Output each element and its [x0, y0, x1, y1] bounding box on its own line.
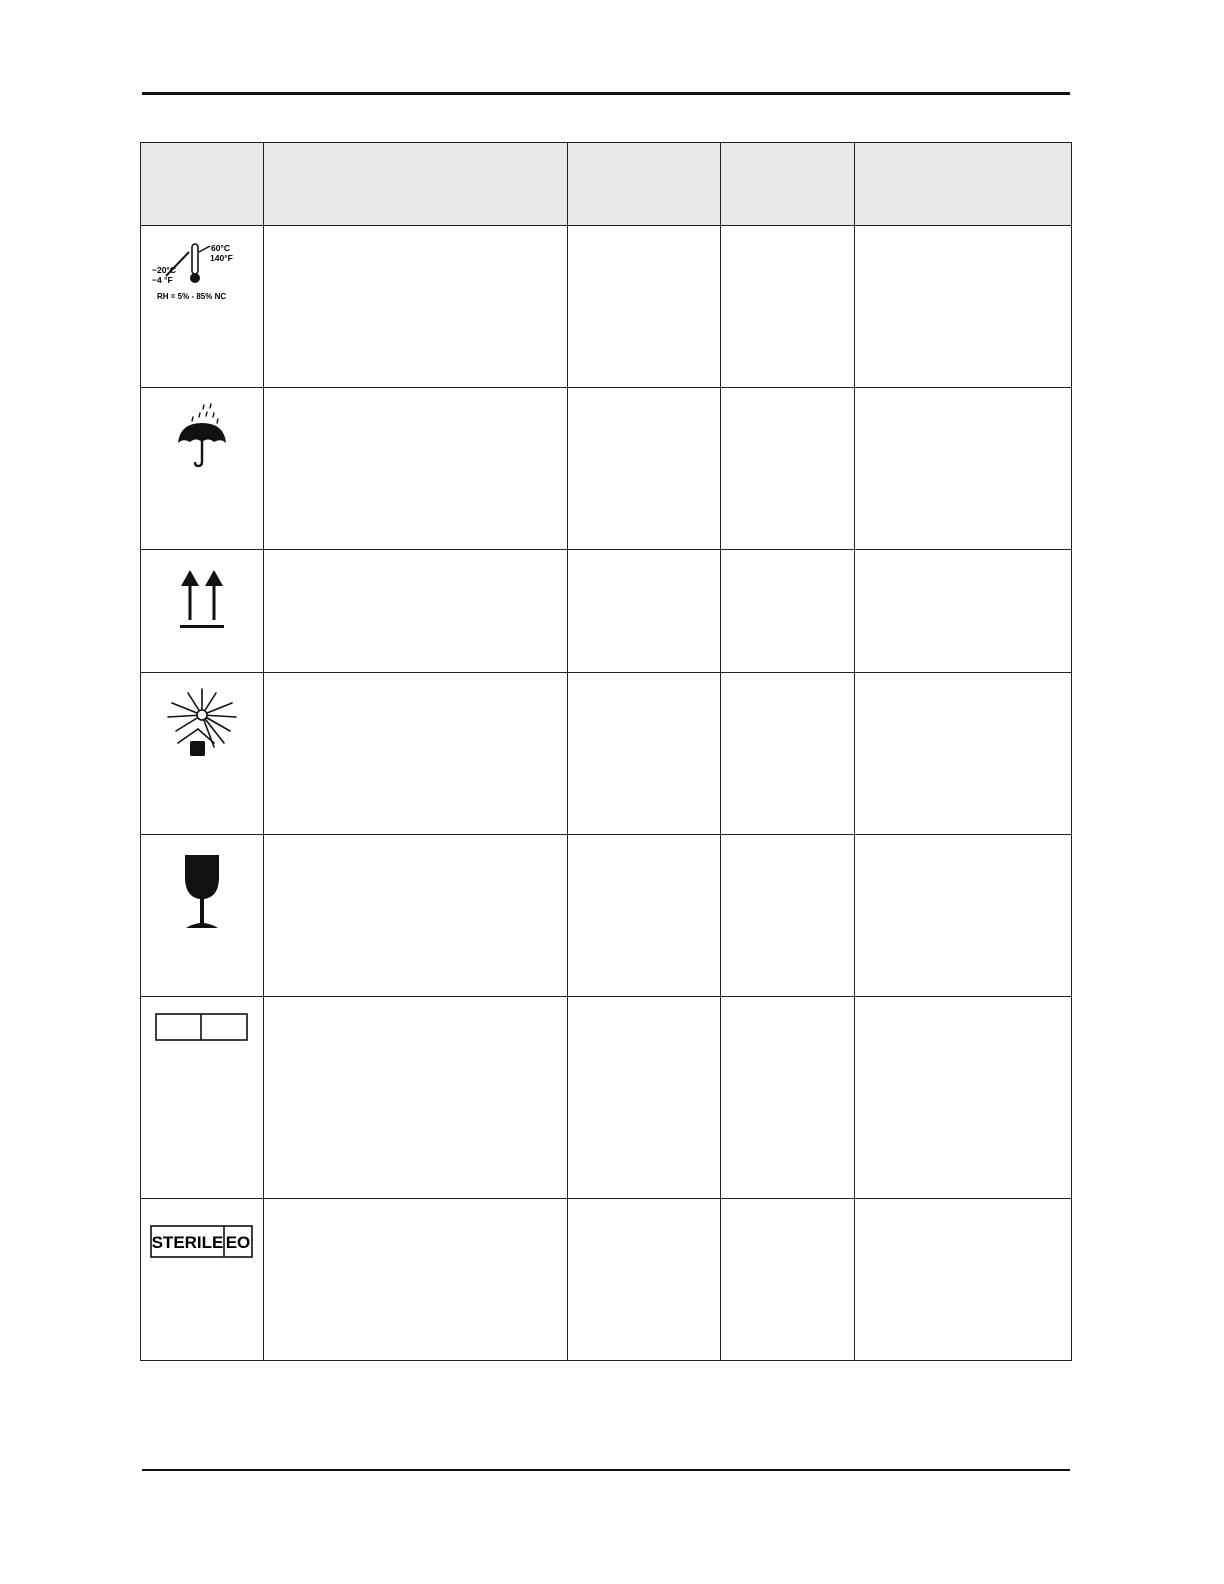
symbol-cell	[141, 226, 264, 388]
fragile-glass-icon	[182, 853, 222, 931]
sterile-label: STERILE	[151, 1233, 224, 1252]
symbol-cell	[141, 388, 264, 550]
data-cell	[568, 226, 721, 388]
footer-rule	[142, 1469, 1070, 1471]
data-cell	[568, 1199, 721, 1361]
symbol-cell	[141, 1199, 264, 1361]
symbol-cell	[141, 835, 264, 997]
header-cell	[854, 143, 1071, 226]
data-cell	[721, 835, 855, 997]
table-row	[141, 1199, 1072, 1361]
table-row	[141, 997, 1072, 1199]
symbol-cell	[141, 997, 264, 1199]
data-cell	[721, 226, 855, 388]
table-row	[141, 835, 1072, 997]
table-row	[141, 388, 1072, 550]
temp-low-c: −20°C	[151, 265, 176, 275]
sterile-method-label: EO	[225, 1233, 251, 1252]
table-row	[141, 550, 1072, 673]
temp-low-f: −4 °F	[151, 275, 173, 285]
data-cell	[854, 1199, 1071, 1361]
description-cell	[263, 997, 568, 1199]
header-cell	[568, 143, 721, 226]
data-cell	[854, 835, 1071, 997]
data-cell	[568, 997, 721, 1199]
sterile-eo-icon	[150, 1225, 254, 1259]
data-cell	[721, 388, 855, 550]
header-cell	[721, 143, 855, 226]
blank-two-box-label-icon	[155, 1013, 249, 1043]
data-cell	[854, 673, 1071, 835]
this-way-up-arrows-icon	[178, 568, 226, 630]
data-cell	[854, 997, 1071, 1199]
description-cell	[263, 835, 568, 997]
data-cell	[721, 997, 855, 1199]
symbol-cell	[141, 550, 264, 673]
table-header-row	[141, 143, 1072, 226]
description-cell	[263, 226, 568, 388]
symbol-cell	[141, 673, 264, 835]
description-cell	[263, 550, 568, 673]
data-cell	[721, 1199, 855, 1361]
keep-dry-umbrella-icon	[174, 402, 230, 468]
data-cell	[721, 673, 855, 835]
header-cell	[141, 143, 264, 226]
table-row	[141, 673, 1072, 835]
temperature-humidity-limit-icon	[152, 242, 252, 306]
header-rule	[142, 92, 1070, 95]
table-row	[141, 226, 1072, 388]
temp-high-c: 60°C	[210, 243, 230, 253]
humidity-range: RH = 5% - 85% NC	[156, 292, 226, 301]
keep-away-from-sunlight-icon	[166, 685, 238, 765]
data-cell	[568, 673, 721, 835]
header-cell	[263, 143, 568, 226]
description-cell	[263, 1199, 568, 1361]
data-cell	[854, 226, 1071, 388]
data-cell	[721, 550, 855, 673]
data-cell	[854, 550, 1071, 673]
data-cell	[854, 388, 1071, 550]
data-cell	[568, 835, 721, 997]
description-cell	[263, 673, 568, 835]
description-cell	[263, 388, 568, 550]
symbols-table	[140, 142, 1072, 1361]
data-cell	[568, 388, 721, 550]
data-cell	[568, 550, 721, 673]
temp-high-f: 140°F	[209, 253, 233, 263]
